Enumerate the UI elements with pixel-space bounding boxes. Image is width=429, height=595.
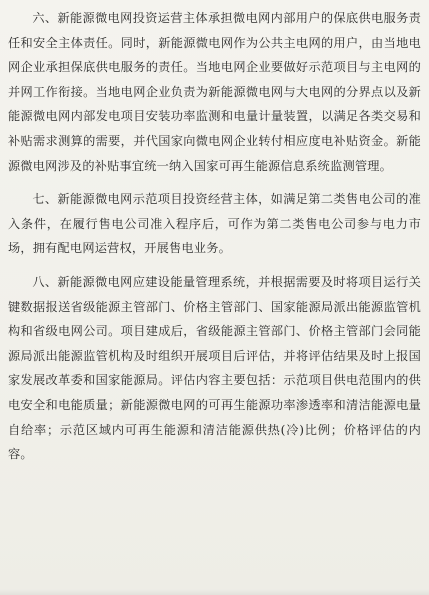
page-bottom-edge (0, 589, 429, 595)
paragraph-six: 六、新能源微电网投资运营主体承担微电网内部用户的保底供电服务责任和安全主体责任。同时，新能源微电网作为公共主电网的用户，由当地电网企业承担保底供电服务的责任。当地电网企业要做好示范项目与主电网的并网工作衔接。当地电网企业负责为新能源微电网与大电网的分界点以及新能源微电网内部发电项目安装功率监测和电量计量装置，以满足各类交易和补贴需求测算的需要，并代国家向微电网企业转付相应度电补贴资金。新能源微电网涉及的补贴事宜统一纳入国家可再生能源信息系统监测管理。 (8, 11, 421, 173)
paragraph-eight: 八、新能源微电网应建设能量管理系统，并根据需要及时将项目运行关键数据报送省级能源主管部门、价格主管部门、国家能源局派出能源监管机构和省级电网公司。项目建成后，省级能源主管部门、价格主管部门会同能源局派出能源监管机构及时组织开展项目后评估，并将评估结果及时上报国家发展改革委和国家能源局。评估内容主要包括：示范项目供电范围内的供电安全和电能质量；新能源微电网的可再生能源功率渗透率和清洁能源电量自给率；示范区域内可再生能源和清洁能源供热(冷)比例；价格评估的内容。 (8, 274, 421, 462)
document-body (8, 6, 421, 476)
paragraph-seven: 七、新能源微电网示范项目投资经营主体，如满足第二类售电公司的准入条件，在履行售电公司准入程序后，可作为第二类售电公司参与电力市场，拥有配电网运营权，开展售电业务。 (8, 192, 421, 256)
